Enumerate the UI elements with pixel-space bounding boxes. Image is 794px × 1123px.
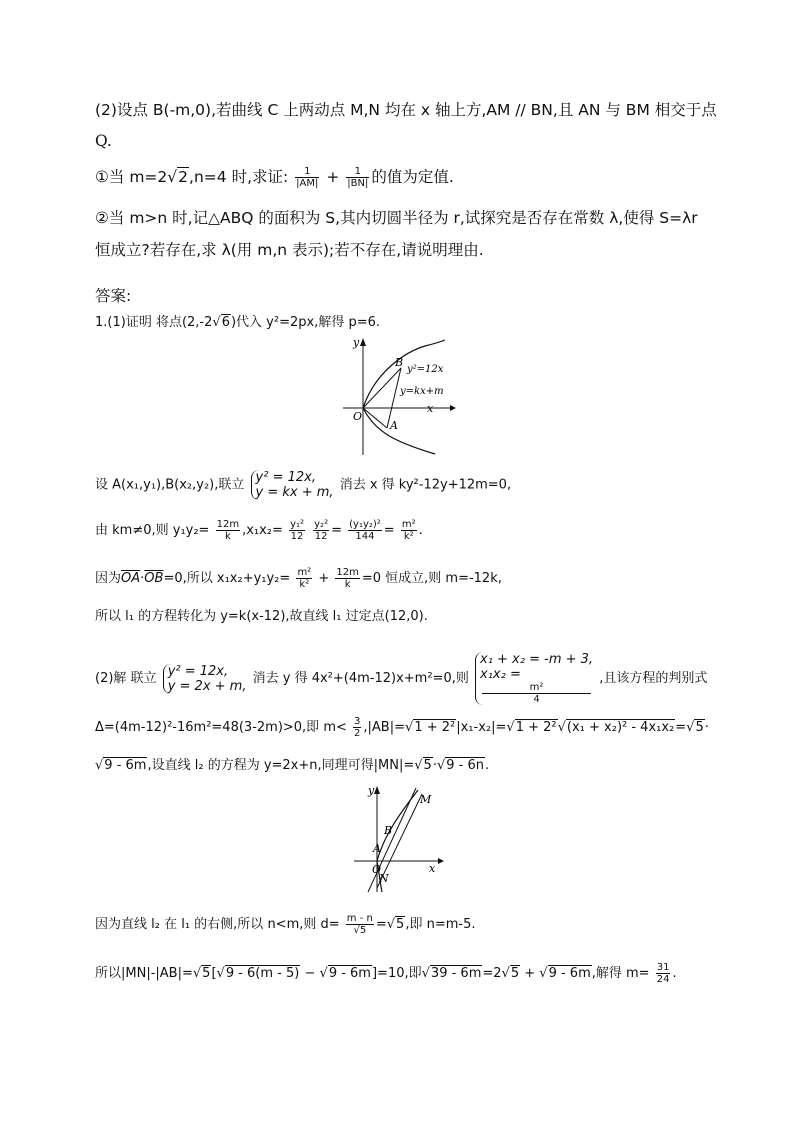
fig1-point-b-label: B — [395, 356, 404, 369]
answer-line-5: 所以 l₁ 的方程转化为 y=k(x-12),故直线 l₁ 过定点(12,0). — [95, 609, 428, 624]
part2-intro-line1: (2)设点 B(-m,0),若曲线 C 上两动点 M,N 均在 x 轴上方,AM // BN,且 AN 与 BM 相交于点 — [95, 101, 717, 119]
fig2-point-n-label: N — [379, 872, 389, 885]
parabola-figure-2 — [350, 782, 445, 894]
answer-heading: 答案: — [95, 287, 132, 305]
answer-line-8: √9 - 6m,设直线 l₂ 的方程为 y=2x+n,同理可得|MN|=√5·√9 - 6n. — [95, 758, 490, 773]
fig1-origin-label: O — [353, 410, 363, 423]
answer-line-4: 因为$\overline{OA}\cdot\overline{OB}=0$,所以 x₁x₂+y₁y₂= $\frac{\text{m²}}{\text{k²}}$ + $\frac{12m}{k}$ =0 恒成立,则 m=-12k, — [95, 567, 502, 590]
answer-line-10: 所以|MN|-|AB|=√5[√9 - 6(m - 5) − √9 - 6m]=10,即√39 - 6m=2√5 + √9 - 6m,解得 m= $\frac{31}{24}$ . — [95, 962, 677, 985]
sub-question-2-line2: 恒成立?若存在,求 λ(用 m,n 表示);若不存在,请说明理由. — [95, 241, 484, 259]
fig2-point-m-label: M — [420, 793, 432, 806]
fig2-origin-label: O — [372, 863, 382, 876]
fig2-x-label: x — [429, 862, 436, 875]
fig2-point-a-label: A — [373, 842, 381, 855]
answer-line-9: 因为直线 l₂ 在 l₁ 的右侧,所以 n<m,则 d= $\frac{m - n}{√5}$ =√5,即 n=m-5. — [95, 913, 476, 936]
fig1-x-label: x — [427, 402, 434, 415]
answer-line-1: 1.(1)证明 将点(2,-2√6)代入 y²=2px,解得 p=6. — [95, 315, 380, 330]
answer-line-6: (2)解 联立 y² = 12x, y = 2x + m, 消去 y 得 4x²+(4m-12)x+m²=0,则 x₁ + x₂ = -m + 3, x₁x₂ = m² 4 ,且该方程的判别式 — [95, 652, 708, 705]
answer-line-2: 设 A(x₁,y₁),B(x₂,y₂),联立 y² = 12x, y = kx + m, 消去 x 得 ky²-12y+12m=0, — [95, 470, 512, 500]
fig1-line-label: y=kx+m — [400, 386, 444, 397]
fig1-curve-label: y²=12x — [407, 364, 444, 375]
fig1-point-a-label: A — [390, 419, 398, 432]
fig2-y-label: y — [368, 784, 375, 797]
sub-question-1: ①当 m=2√2,n=4 时,求证: $\frac{1}{|AM|}$ + $\frac{1}{|BN|}$ 的值为定值. — [95, 166, 454, 189]
answer-line-7: Δ=(4m-12)²-16m²=48(3-2m)>0,即 m< $\frac{3}{2}$ ,|AB|=√1 + 2²|x₁-x₂|=√1 + 2²√(x₁ + x₂)² - 4x₁x₂=√5· — [95, 716, 709, 739]
sub-question-2-line1: ②当 m>n 时,记△ABQ 的面积为 S,其内切圆半径为 r,试探究是否存在常数 λ,使得 S=λr — [95, 209, 698, 227]
answer-line-3: 由 km≠0,则 y₁y₂= $\frac{12m}{k}$ ,x₁x₂= $\frac{\text{y₁²}}{12}$ $\frac{\text{y₂²}}{12}$ = $\frac{\text{(y₁y₂)²}}{144}$ = $\frac{\text{m²}}{\text{k²}}$ . — [95, 519, 423, 542]
parabola-figure-1 — [335, 332, 460, 457]
part2-intro-line2: Q. — [95, 132, 112, 150]
fig1-y-label: y — [353, 336, 360, 349]
fig2-point-b-label: B — [384, 824, 393, 837]
